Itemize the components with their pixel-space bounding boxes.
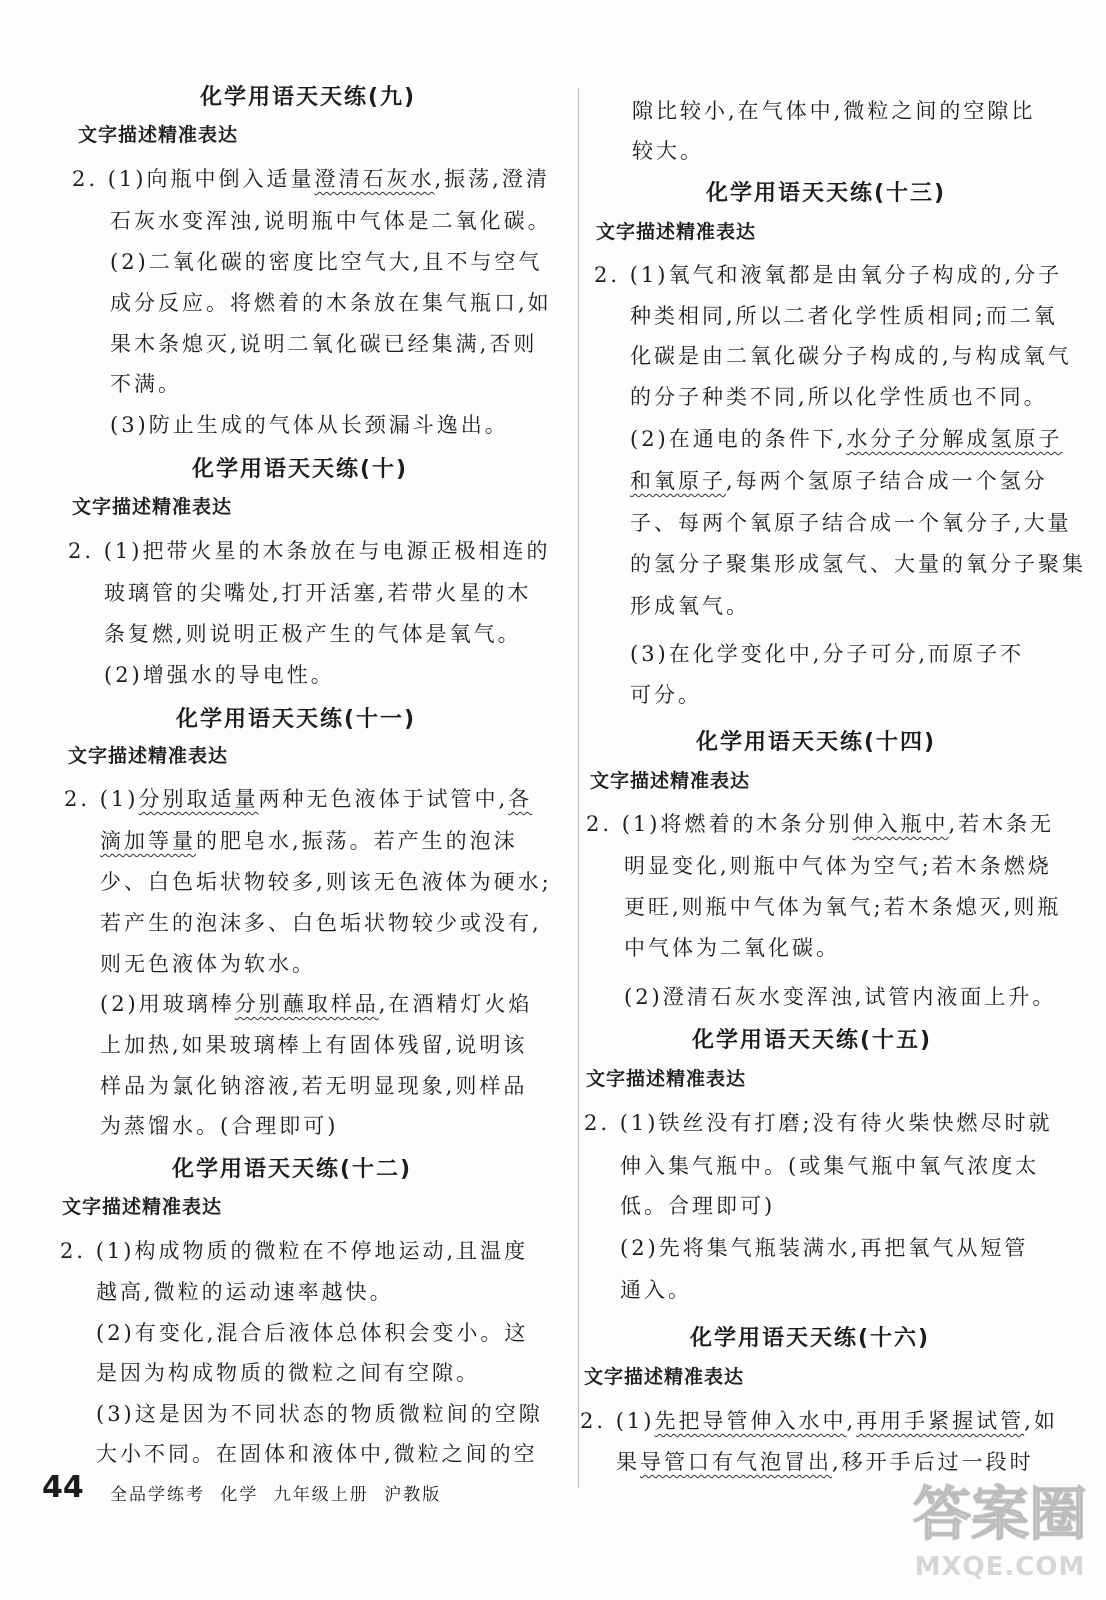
answer-line: 2. (1)分别取适量两种无色液体于试管中,各: [64, 787, 533, 811]
answer-line: (2)二氧化碳的密度比空气大,且不与空气: [110, 250, 543, 274]
answer-line: 是因为构成物质的微粒之间有空隙。: [96, 1361, 480, 1385]
answer-line: 石灰水变浑浊,说明瓶中气体是二氧化碳。: [110, 209, 552, 233]
section-title-9: 化学用语天天练(九): [200, 85, 417, 110]
answer-line: (2)在通电的条件下,水分子分解成氢原子: [630, 427, 1063, 451]
section-subtitle-16: 文字描述精准表达: [584, 1366, 745, 1388]
answer-line: 玻璃管的尖嘴处,打开活塞,若带火星的木: [104, 581, 532, 605]
answer-line: 2. (1)氧气和液氧都是由氧分子构成的,分子: [594, 263, 1063, 287]
answer-line: 化碳是由二氧化碳分子构成的,与构成氧气: [630, 344, 1072, 368]
section-subtitle-12: 文字描述精准表达: [62, 1196, 223, 1218]
answer-line: 2. (1)将燃着的木条分别伸入瓶中,若木条无: [586, 812, 1055, 836]
page-number: 44: [42, 1470, 84, 1505]
answer-line: 隙比较小,在气体中,微粒之间的空隙比: [632, 99, 1036, 123]
section-title-13: 化学用语天天练(十三): [706, 181, 947, 206]
section-subtitle-9: 文字描述精准表达: [78, 124, 239, 146]
answer-line: 越高,微粒的运动速率越快。: [96, 1280, 394, 1304]
answer-line: 低。合理即可): [620, 1194, 776, 1218]
answer-line: 形成氧气。: [630, 594, 750, 618]
answer-line: (2)增强水的导电性。: [104, 663, 335, 687]
answer-line: 伸入集气瓶中。(或集气瓶中氧气浓度太: [620, 1154, 1040, 1178]
answer-line: 果木条熄灭,说明二氧化碳已经集满,否则: [110, 332, 538, 356]
answer-line: (2)用玻璃棒分别蘸取样品,在酒精灯火焰: [100, 992, 533, 1016]
section-subtitle-15: 文字描述精准表达: [586, 1068, 747, 1090]
section-subtitle-14: 文字描述精准表达: [590, 770, 751, 792]
answer-line: (2)先将集气瓶装满水,再把氧气从短管: [620, 1236, 1029, 1260]
answer-line: 明显变化,则瓶中气体为空气;若木条燃烧: [624, 854, 1052, 878]
section-subtitle-13: 文字描述精准表达: [596, 221, 757, 243]
answer-line: 2. (1)铁丝没有打磨;没有待火柴快燃尽时就: [584, 1111, 1053, 1135]
answer-line: 2. (1)构成物质的微粒在不停地运动,且温度: [60, 1239, 529, 1263]
section-title-14: 化学用语天天练(十四): [696, 730, 937, 755]
answer-line: 的氢分子聚集形成氢气、大量的氧分子聚集: [630, 552, 1086, 576]
svg-text:答案圈: 答案圈: [912, 1480, 1088, 1548]
section-title-16: 化学用语天天练(十六): [690, 1326, 931, 1351]
answer-line: 2. (1)向瓶中倒入适量澄清石灰水,振荡,澄清: [72, 167, 550, 191]
watermark-logo: [900, 1468, 1100, 1596]
section-title-15: 化学用语天天练(十五): [692, 1028, 933, 1053]
answer-line: 的分子种类不同,所以化学性质也不同。: [630, 385, 1048, 409]
answer-line: (3)在化学变化中,分子可分,而原子不: [630, 642, 1025, 666]
answer-line: (3)这是因为不同状态的物质微粒间的空隙: [96, 1402, 543, 1426]
answer-line: 成分反应。将燃着的木条放在集气瓶口,如: [110, 291, 552, 315]
answer-line: 大小不同。在固体和液体中,微粒之间的空: [96, 1442, 538, 1466]
answer-line: 不满。: [110, 372, 182, 396]
answer-line: (3)防止生成的气体从长颈漏斗逸出。: [110, 413, 509, 437]
answer-line: 上加热,如果玻璃棒上有固体残留,说明该: [100, 1033, 528, 1057]
answer-line: 果导管口有气泡冒出,移开手后过一段时: [616, 1450, 1034, 1474]
answer-line: (2)有变化,混合后液体总体积会变小。这: [96, 1321, 529, 1345]
watermark-glyphs: [900, 1468, 1100, 1558]
answer-line: 条复燃,则说明正极产生的气体是氧气。: [104, 622, 522, 646]
answer-line: 通入。: [620, 1278, 692, 1302]
answer-line: 样品为氯化钠溶液,若无明显现象,则样品: [100, 1074, 528, 1098]
answer-line: 2. (1)把带火星的木条放在与电源正极相连的: [68, 539, 551, 563]
section-subtitle-11: 文字描述精准表达: [68, 745, 229, 767]
answer-line: 少、白色垢状物较多,则该无色液体为硬水;: [100, 870, 552, 894]
answer-line: 若产生的泡沫多、白色垢状物较少或没有,: [100, 911, 542, 935]
book-title-footer: 全品学练考 化学 九年级上册 沪教版: [110, 1485, 442, 1505]
answer-line: 中气体为二氧化碳。: [624, 936, 840, 960]
answer-line: 则无色液体为软水。: [100, 952, 316, 976]
answer-line: 和氧原子,每两个氢原子结合成一个氢分: [630, 469, 1048, 493]
section-title-10: 化学用语天天练(十): [192, 457, 409, 482]
column-divider: [578, 88, 579, 1488]
section-title-12: 化学用语天天练(十二): [172, 1157, 413, 1182]
answer-line: (2)澄清石灰水变浑浊,试管内液面上升。: [624, 985, 1057, 1009]
answer-line: 可分。: [630, 683, 702, 707]
answer-line: 更旺,则瓶中气体为氧气;若木条熄灭,则瓶: [624, 895, 1062, 919]
answer-line: 为蒸馏水。(合理即可): [100, 1114, 339, 1138]
answer-line: 子、每两个氧原子结合成一个氧分子,大量: [630, 511, 1072, 535]
answer-line: 较大。: [632, 139, 704, 163]
answer-line: 滴加等量的肥皂水,振荡。若产生的泡沫: [100, 829, 518, 853]
answer-line: 2. (1)先把导管伸入水中,再用手紧握试管,如: [580, 1409, 1058, 1433]
answer-line: 种类相同,所以二者化学性质相同;而二氧: [630, 304, 1058, 328]
section-title-11: 化学用语天天练(十一): [176, 707, 417, 732]
section-subtitle-10: 文字描述精准表达: [72, 496, 233, 518]
watermark-domain: MXQE.COM: [914, 1552, 1086, 1582]
